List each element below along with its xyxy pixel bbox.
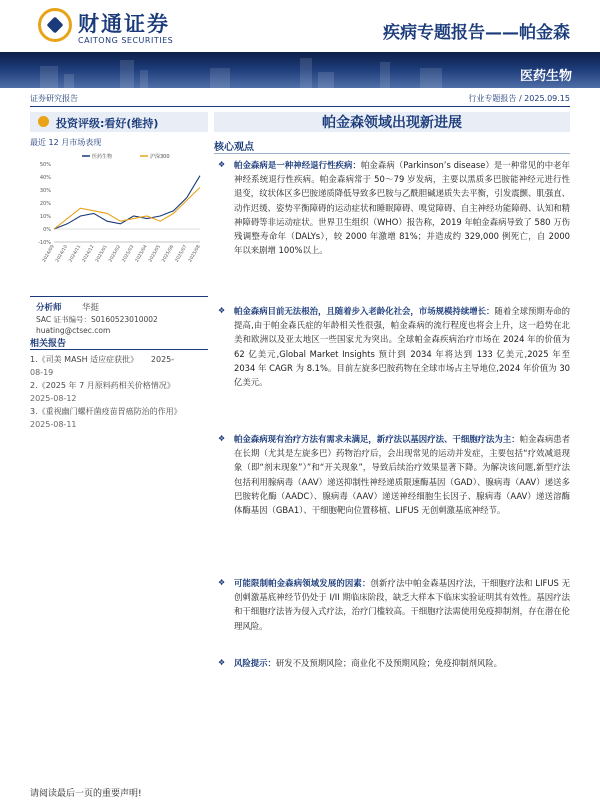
analyst-name: 华挺 <box>82 303 100 313</box>
report-title: 疾病专题报告——帕金森 <box>383 23 570 43</box>
header-divider <box>30 106 570 107</box>
x-tick-label: 2024/10 <box>55 244 70 264</box>
core-point-1 <box>218 158 570 257</box>
sector-tag: 医药生物 <box>519 69 572 84</box>
x-tick-label: 2025/08 <box>188 244 202 264</box>
x-tick-label: 2024/12 <box>81 244 96 264</box>
rating-icon <box>38 116 49 127</box>
related-report-date: 2025- <box>150 355 175 364</box>
core-views-label: 核心观点 <box>214 142 254 153</box>
header-banner <box>0 52 600 88</box>
legend-label: 医药生物 <box>92 154 113 160</box>
y-tick-label: 10% <box>39 214 51 220</box>
diamond-bullet-icon: ❖ <box>218 658 226 667</box>
report-type-date: 行业专题报告 / 2025.09.15 <box>468 94 570 103</box>
related-reports-list <box>30 353 206 431</box>
x-tick-label: 2025/03 <box>121 244 136 264</box>
analyst-info <box>36 302 206 336</box>
x-tick-label: 2025/06 <box>161 244 176 264</box>
chart-label: 最近 12 月市场表现 <box>30 138 102 147</box>
diamond-bullet-icon: ❖ <box>218 160 226 169</box>
x-tick-label: 2024/11 <box>68 244 83 264</box>
related-report-date: 2025-08-11 <box>30 420 77 429</box>
investment-rating <box>30 112 208 132</box>
disclaimer-note: 请阅读最后一页的重要声明! <box>30 789 142 799</box>
related-report-item[interactable] <box>30 379 206 405</box>
diamond-bullet-icon: ❖ <box>218 306 226 315</box>
point-lead: 帕金森病是一种神经退行性疾病： <box>234 160 361 170</box>
core-point-3 <box>218 432 570 517</box>
main-title-bar <box>214 112 570 132</box>
related-report-item[interactable] <box>30 353 206 379</box>
point-lead: 帕金森病现有治疗方法有需求未满足，新疗法以基因疗法、干细胞疗法为主： <box>234 434 520 444</box>
related-report-date: 08-19 <box>30 368 54 377</box>
related-reports-title: 相关报告 <box>30 339 67 349</box>
x-tick-label: 2025/04 <box>134 244 149 264</box>
y-tick-label: 20% <box>39 201 51 207</box>
related-report-title: 3.《重视幽门螺杆菌疫苗胃癌防治的作用》 <box>30 407 182 416</box>
company-logo <box>38 8 188 48</box>
core-point-4 <box>218 576 570 633</box>
research-report-label: 证券研究报告 <box>30 94 78 103</box>
related-report-item[interactable] <box>30 405 206 431</box>
y-tick-label: 30% <box>39 188 51 194</box>
analyst-cert: SAC 证书编号：S0160523010002 <box>36 315 158 324</box>
analyst-email[interactable]: huating@ctsec.com <box>36 326 111 335</box>
point-lead: 帕金森病目前无法根治，且随着步入老龄化社会，市场规模持续增长： <box>234 306 495 316</box>
series-line <box>54 187 200 229</box>
y-tick-label: 50% <box>39 162 51 168</box>
core-divider <box>214 153 570 154</box>
x-tick-label: 2025/01 <box>95 244 109 264</box>
legend-label: 沪深300 <box>150 154 170 160</box>
sidebar-divider <box>30 296 208 297</box>
point-text: 帕金森病患者在长期（尤其是左旋多巴）药物治疗后，会出现常见的运动并发症，主要包括“疗效减退现象（即“剂末现象”）”和“开关现象”，导致后续治疗效果显著下降。为解决该问题,新型疗法包括利用腺病毒（AAV）递送抑制性神经递质限速酶基因（GAD）、腺病毒（AAV）递送多巴胺转化酶（AADC）、腺病毒（AAV）递送神经细胞生长因子、腺病毒（AAV）递送溶酶体酶基因（GBA1）、干细胞靶向位置移植、LIFUS 无创刺激基底神经节。 <box>234 434 571 516</box>
x-tick-label: 2025/02 <box>108 244 123 264</box>
diamond-bullet-icon: ❖ <box>218 434 226 443</box>
y-tick-label: 40% <box>39 175 51 181</box>
related-report-title: 2.《2025 年 7 月原料药相关价格情况》 <box>30 381 175 390</box>
rating-text: 投资评级:看好(维持) <box>56 117 159 130</box>
point-lead: 可能限制帕金森病领域发展的因素： <box>234 578 371 588</box>
y-tick-label: 0% <box>43 227 51 233</box>
point-lead: 风险提示： <box>234 658 276 668</box>
main-title: 帕金森领域出现新进展 <box>322 115 462 131</box>
core-point-5 <box>218 656 570 670</box>
logo-chinese-name: 财通证券 <box>78 12 170 36</box>
point-text: 帕金森病（Parkinson’s disease）是一种常见的中老年神经系统退行性疾病。帕金森病常于 50～79 岁发病，主要以黑质多巴胺能神经元进行性退变，纹状体区多巴胺递质降低导致多巴胺与乙酰胆碱递质失去平衡，引发震颤、肌强直、动作迟缓、姿势平衡障碍的运动症状和睡眠障碍、嗅觉障碍、自主神经功能障碍、认知和精神障碍等非运动症状。世界卫生组织（WHO）报告称，2019 年帕金森病导致了 580 万伤残调整寿命年（DALYs），较 2000 年激增 81%；并造成约 329,000 例死亡，自 2000 年以来剧增 100%以上。 <box>234 160 571 256</box>
y-tick-label: -10% <box>38 240 51 246</box>
diamond-bullet-icon: ❖ <box>218 578 226 587</box>
analyst-role: 分析师 <box>36 303 62 313</box>
series-line <box>54 176 200 229</box>
logo-english-name: CAITONG SECURITIES <box>78 36 174 45</box>
related-report-title: 1.《司美 MASH 适应症获批》 <box>30 355 139 364</box>
x-tick-label: 2025/07 <box>174 244 189 264</box>
related-report-date: 2025-08-12 <box>30 394 77 403</box>
x-tick-label: 2025/05 <box>148 244 162 264</box>
related-divider <box>30 349 208 350</box>
logo-emblem-icon <box>38 8 72 42</box>
point-text: 创新疗法中帕金森基因疗法，干细胞疗法和 LIFUS 无创刺激基底神经节仍处于 I/II 期临床阶段，缺乏大样本下临床实验证明其有效性。基因疗法和干细胞疗法皆为侵入式疗法，治疗门槛较高。干细胞疗法需使用免疫抑制剂，存在潜在伦理风险。 <box>234 578 570 631</box>
point-text: 研发不及预期风险；商业化不及预期风险；免疫抑制剂风险。 <box>275 658 502 668</box>
x-tick-label: 2024/09 <box>42 244 56 264</box>
core-point-2 <box>218 304 570 389</box>
market-performance-chart <box>32 150 204 272</box>
point-text: 随着全球预期寿命的提高,由于帕金森氏症的年龄相关性很强，帕金森病的流行程度也将会上升，这一趋势在北美和欧洲以及亚太地区一些国家尤为突出。全球帕金森疾病治疗市场在 2024 年的价值为 62 亿美元,Global Market Insights 预计到 2034 年将达到 133 亿美元,2025 年至 2034 年 CAGR 为 8.1%。目前左旋多巴胺药物在全球市场占主导地位,2024 年价值为 30 亿美元。 <box>234 306 571 388</box>
sub-header <box>30 93 570 105</box>
